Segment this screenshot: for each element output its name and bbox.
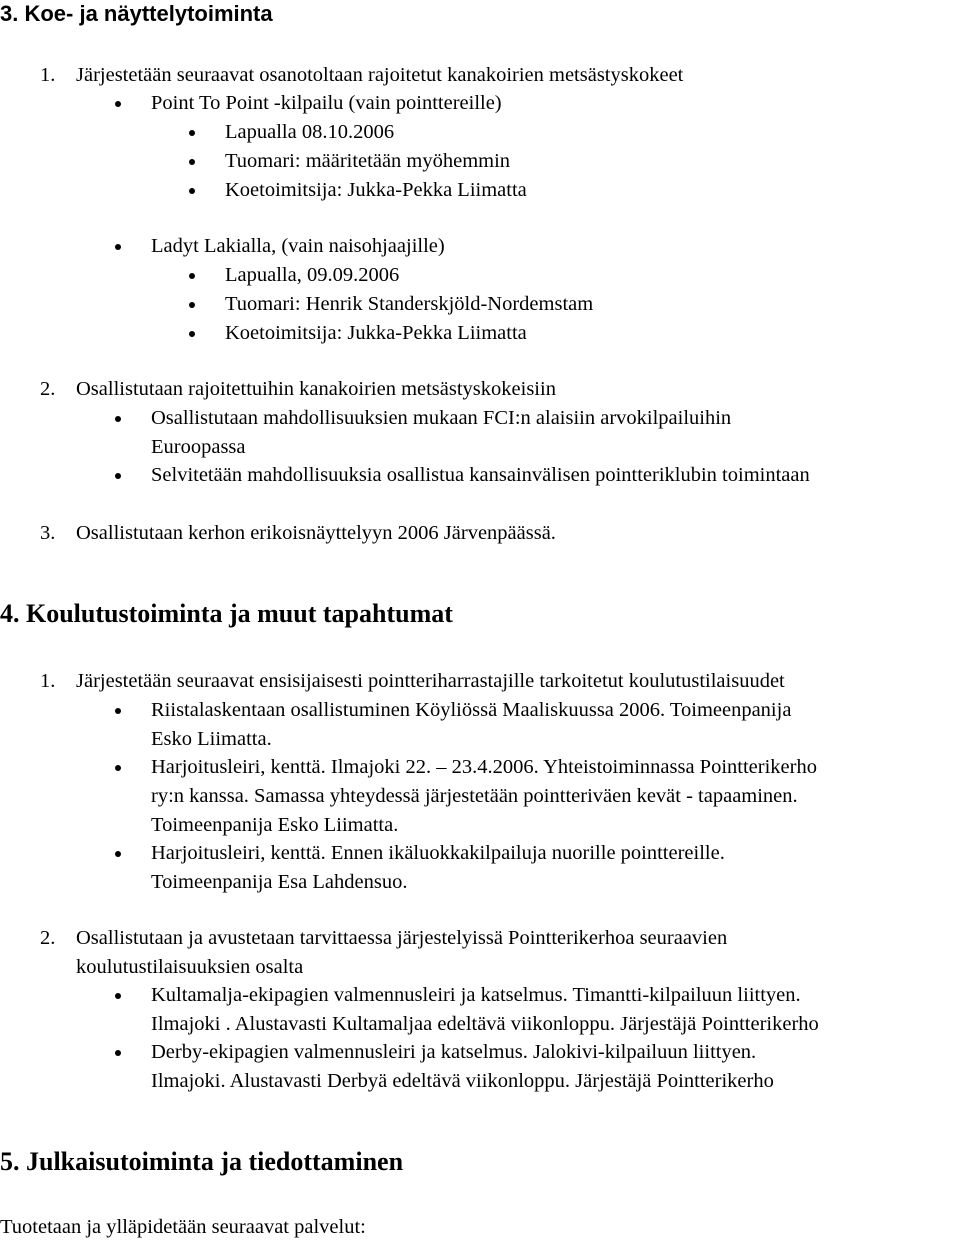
section4-item1-bullet-line: Toimeenpanija Esa Lahdensuo. bbox=[151, 871, 408, 893]
section4-item2-bullet-line: Ilmajoki. Alustavasti Derbyä edeltävä viikonloppu. Järjestäjä Pointterikerho bbox=[151, 1070, 774, 1092]
section4-item1-bullet-line: Toimeenpanija Esko Liimatta. bbox=[151, 814, 399, 836]
bullet-icon bbox=[115, 1050, 121, 1056]
section3-item2-bullet-line: Osallistutaan mahdollisuuksien mukaan FCI:n alaisiin arvokilpailuihin bbox=[151, 407, 732, 429]
section4-item1-text: Järjestetään seuraavat ensisijaisesti pointteriharrastajille tarkoitetut koulutustilaisuudet bbox=[76, 670, 785, 692]
section4-item2-bullet-line: Derby-ekipagien valmennusleiri ja katselmus. Jalokivi-kilpailuun liittyen. bbox=[151, 1041, 757, 1063]
section5-heading: 5. Julkaisutoiminta ja tiedottaminen bbox=[0, 1147, 404, 1176]
section3-item1-text: Järjestetään seuraavat osanotoltaan rajoitetut kanakoirien metsästyskokeet bbox=[76, 64, 684, 86]
section3-item2-bullet-line: Selvitetään mahdollisuuksia osallistua kansainvälisen pointteriklubin toimintaan bbox=[151, 464, 810, 486]
section4-item1-bullet-line: Riistalaskentaan osallistuminen Köyliössä Maaliskuussa 2006. Toimeenpanija bbox=[151, 699, 792, 721]
section3-item2-number: 2. bbox=[40, 378, 56, 400]
section4-item2-bullet-line: Ilmajoki . Alustavasti Kultamaljaa edeltävä viikonloppu. Järjestäjä Pointterikerho bbox=[151, 1013, 819, 1035]
section4-item1-bullet-line: Harjoitusleiri, kenttä. Ennen ikäluokkakilpailuja nuorille pointtereille. bbox=[151, 842, 725, 864]
bullet-icon bbox=[115, 101, 121, 107]
bullet-icon bbox=[189, 188, 195, 194]
group2-detail: Koetoimitsija: Jukka-Pekka Liimatta bbox=[225, 322, 527, 344]
section5-intro: Tuotetaan ja ylläpidetään seuraavat palvelut: bbox=[0, 1216, 366, 1238]
group1-detail: Lapualla 08.10.2006 bbox=[225, 121, 395, 143]
section3-item3-text: Osallistutaan kerhon erikoisnäyttelyyn 2006 Järvenpäässä. bbox=[76, 522, 556, 544]
section4-item1-number: 1. bbox=[40, 670, 56, 692]
section3-item3-number: 3. bbox=[40, 522, 56, 544]
bullet-icon bbox=[189, 159, 195, 165]
bullet-icon bbox=[189, 302, 195, 308]
group1-detail: Koetoimitsija: Jukka-Pekka Liimatta bbox=[225, 179, 527, 201]
bullet-icon bbox=[115, 708, 121, 714]
section4-item2-bullet-line: Kultamalja-ekipagien valmennusleiri ja katselmus. Timantti-kilpailuun liittyen. bbox=[151, 984, 801, 1006]
bullet-icon bbox=[115, 993, 121, 999]
group1-title: Point To Point -kilpailu (vain pointtereille) bbox=[151, 92, 502, 114]
section4-item2-text: Osallistutaan ja avustetaan tarvittaessa järjestelyissä Pointterikerhoa seuraavien bbox=[76, 927, 728, 949]
bullet-icon bbox=[115, 851, 121, 857]
section3-item1-number: 1. bbox=[40, 64, 56, 86]
bullet-icon bbox=[189, 331, 195, 337]
bullet-icon bbox=[115, 473, 121, 479]
group1-detail: Tuomari: määritetään myöhemmin bbox=[225, 150, 511, 172]
bullet-icon bbox=[115, 765, 121, 771]
section4-item1-bullet-line: Harjoitusleiri, kenttä. Ilmajoki 22. – 23.4.2006. Yhteistoiminnassa Pointterikerho bbox=[151, 756, 817, 778]
group2-title: Ladyt Lakialla, (vain naisohjaajille) bbox=[151, 235, 445, 257]
group2-detail: Tuomari: Henrik Standerskjöld-Nordemstam bbox=[225, 293, 594, 315]
bullet-icon bbox=[115, 416, 121, 422]
bullet-icon bbox=[189, 130, 195, 136]
section3-item2-text: Osallistutaan rajoitettuihin kanakoirien metsästyskokeisiin bbox=[76, 378, 556, 400]
group2-detail: Lapualla, 09.09.2006 bbox=[225, 264, 400, 286]
section3-item2-bullet-line: Euroopassa bbox=[151, 436, 246, 458]
section4-item1-bullet-line: ry:n kanssa. Samassa yhteydessä järjestetään pointteriväen kevät - tapaaminen. bbox=[151, 785, 798, 807]
section4-item2-number: 2. bbox=[40, 927, 56, 949]
section4-item1-bullet-line: Esko Liimatta. bbox=[151, 728, 272, 750]
section4-heading: 4. Koulutustoiminta ja muut tapahtumat bbox=[0, 599, 453, 628]
bullet-icon bbox=[115, 244, 121, 250]
section4-item2-text: koulutustilaisuuksien osalta bbox=[76, 956, 304, 978]
section3-heading: 3. Koe- ja näyttelytoiminta bbox=[0, 1, 273, 26]
bullet-icon bbox=[189, 273, 195, 279]
